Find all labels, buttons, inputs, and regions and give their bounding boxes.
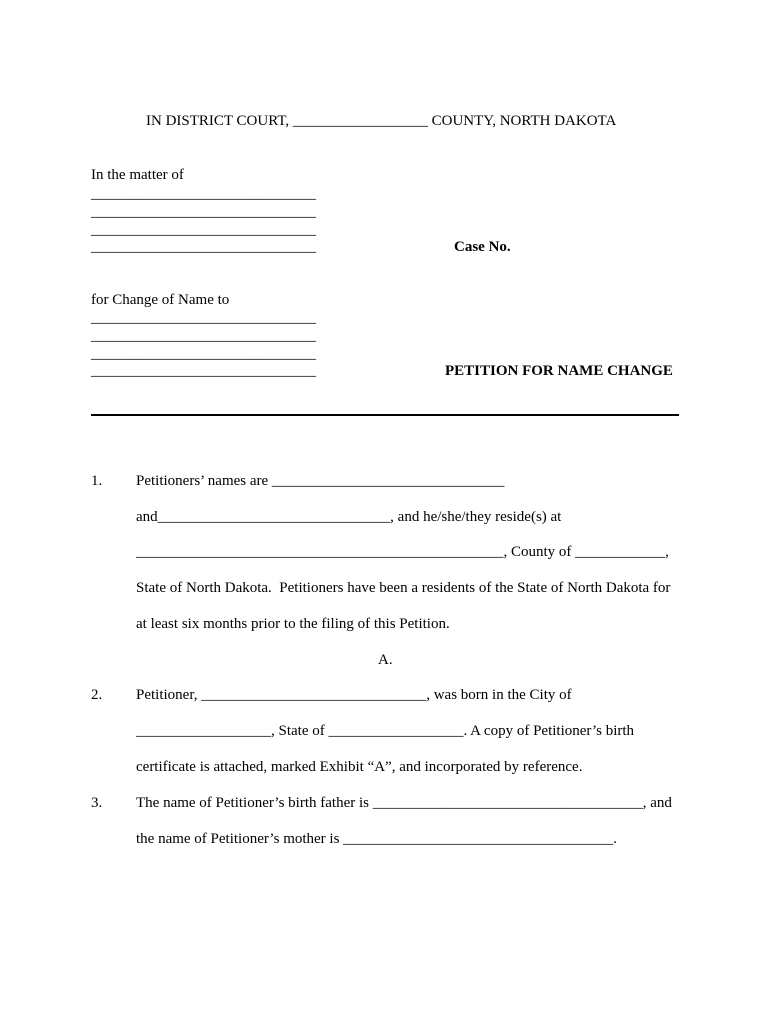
residency-duration-line: at least six months prior to the filing of this Petition. — [136, 616, 450, 632]
mother-line: the name of Petitioner’s mother is ____________________________________. — [136, 831, 617, 847]
matter-label: In the matter of — [91, 167, 184, 183]
court-heading: IN DISTRICT COURT, __________________ COUNTY, NORTH DAKOTA — [146, 113, 617, 129]
document-title: PETITION FOR NAME CHANGE — [445, 363, 673, 379]
petitioners-names-line: Petitioners’ names are _______________________________ — [136, 473, 505, 489]
matter-blank-line[interactable]: ______________________________ — [91, 222, 316, 238]
county-line: _________________________________________________, County of ____________, — [136, 544, 669, 560]
birth-father-line: The name of Petitioner’s birth father is ____________________________________, and — [136, 795, 672, 811]
new-name-blank-line[interactable]: ______________________________ — [91, 310, 316, 326]
paragraph-number: 3. — [91, 795, 103, 811]
case-number-label: Case No. — [454, 239, 511, 255]
new-name-blank-line[interactable]: ______________________________ — [91, 328, 316, 344]
residency-statement-line: State of North Dakota. Petitioners have been a residents of the State of North Dakota for — [136, 580, 671, 596]
birth-certificate-line: certificate is attached, marked Exhibit “A”, and incorporated by reference. — [136, 759, 583, 775]
new-name-blank-line[interactable]: ______________________________ — [91, 346, 316, 362]
paragraph-number: 2. — [91, 687, 103, 703]
petitioner-birth-city-line: Petitioner, ______________________________, was born in the City of — [136, 687, 572, 703]
change-of-name-label: for Change of Name to — [91, 292, 230, 308]
section-heading: A. — [378, 652, 393, 668]
matter-blank-line[interactable]: ______________________________ — [91, 186, 316, 202]
residence-line: and_______________________________, and he/she/they reside(s) at — [136, 509, 562, 525]
matter-blank-line[interactable]: ______________________________ — [91, 239, 316, 255]
birth-state-line: __________________, State of __________________. A copy of Petitioner’s birth — [136, 723, 635, 739]
new-name-blank-line[interactable]: ______________________________ — [91, 363, 316, 379]
paragraph-number: 1. — [91, 473, 103, 489]
caption-divider — [91, 414, 679, 416]
matter-blank-line[interactable]: ______________________________ — [91, 204, 316, 220]
